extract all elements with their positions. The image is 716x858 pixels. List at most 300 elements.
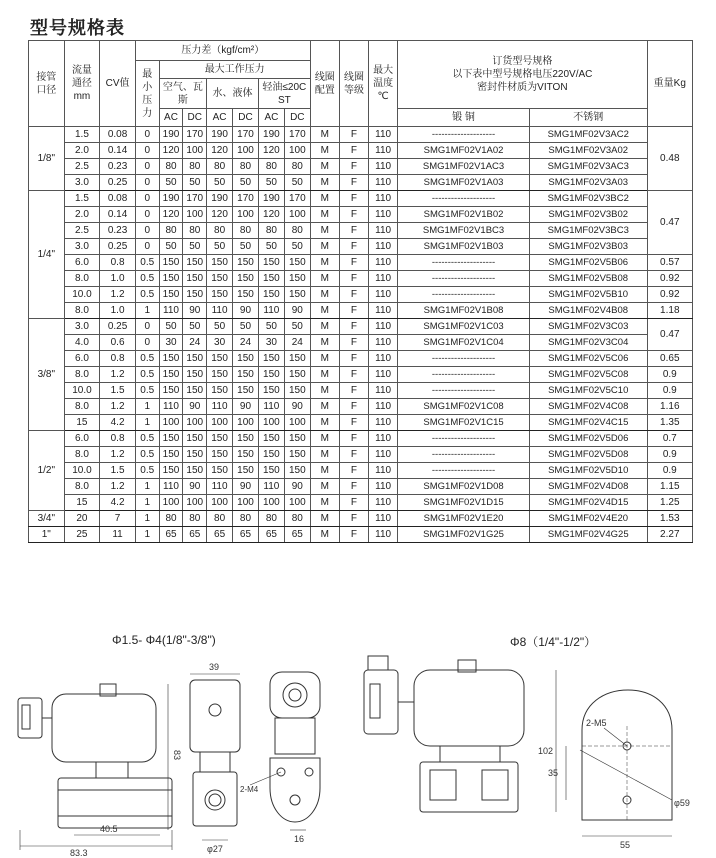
pressure-cell: 100 [233, 207, 259, 223]
header-air-gas: 空气、瓦斯 [159, 79, 207, 109]
orifice-cell: 4.0 [64, 335, 100, 351]
port-size-cell: 1/8" [29, 127, 65, 191]
orifice-cell: 8.0 [64, 479, 100, 495]
header-weight: 重量Kg [647, 41, 692, 127]
coil-class-cell: F [339, 495, 368, 511]
cv-cell: 1.0 [100, 271, 136, 287]
pressure-cell: 150 [233, 463, 259, 479]
pressure-cell: 80 [233, 511, 259, 527]
coil-config-cell: M [310, 255, 339, 271]
pressure-cell: 80 [207, 511, 233, 527]
brass-model-cell: SMG1MF02V1A03 [398, 175, 530, 191]
cv-cell: 0.23 [100, 223, 136, 239]
pressure-cell: 100 [284, 143, 310, 159]
orifice-cell: 8.0 [64, 367, 100, 383]
pressure-cell: 80 [233, 159, 259, 175]
dim-40-5: 40.5 [100, 824, 118, 834]
table-row [29, 527, 693, 543]
orifice-cell: 6.0 [64, 431, 100, 447]
pressure-cell: 80 [233, 223, 259, 239]
header-temp-unit: ℃ [377, 91, 389, 102]
cv-cell: 1.2 [100, 447, 136, 463]
max-temp-cell: 110 [369, 351, 398, 367]
pressure-cell: 150 [233, 431, 259, 447]
stainless-model-cell: SMG1MF02V5D08 [529, 447, 647, 463]
pressure-cell: 80 [159, 223, 183, 239]
pressure-cell: 150 [183, 271, 207, 287]
min-pressure-cell: 0 [135, 239, 159, 255]
pressure-cell: 65 [183, 527, 207, 543]
coil-class-cell: F [339, 223, 368, 239]
brass-model-cell: -------------------- [398, 127, 530, 143]
stainless-model-cell: SMG1MF02V4D08 [529, 479, 647, 495]
cv-cell: 1.5 [100, 463, 136, 479]
table-row [29, 143, 693, 159]
max-temp-cell: 110 [369, 127, 398, 143]
pressure-cell: 50 [207, 239, 233, 255]
header-max-pressure: 最大工作压力 [159, 61, 310, 79]
pressure-cell: 110 [258, 303, 284, 319]
pressure-cell: 50 [284, 319, 310, 335]
stainless-model-cell: SMG1MF02V5D06 [529, 431, 647, 447]
orifice-cell: 8.0 [64, 447, 100, 463]
cv-cell: 0.8 [100, 351, 136, 367]
table-row [29, 495, 693, 511]
cv-cell: 0.08 [100, 191, 136, 207]
dim-27: φ27 [207, 844, 223, 854]
coil-class-cell: F [339, 399, 368, 415]
weight-cell: 0.9 [647, 463, 692, 479]
valve-side-view-small [18, 684, 172, 850]
coil-config-cell: M [310, 335, 339, 351]
header-orifice-unit: mm [73, 91, 91, 102]
weight-cell: 0.47 [647, 191, 692, 255]
brass-model-cell: SMG1MF02V1A02 [398, 143, 530, 159]
coil-class-cell: F [339, 479, 368, 495]
table-row [29, 415, 693, 431]
brass-model-cell: SMG1MF02V1B02 [398, 207, 530, 223]
coil-nut-front [209, 704, 221, 716]
orifice-cell: 3.0 [64, 319, 100, 335]
coil-config-cell: M [310, 495, 339, 511]
coil-config-cell: M [310, 383, 339, 399]
coil-config-cell: M [310, 431, 339, 447]
pressure-cell: 90 [233, 399, 259, 415]
stainless-model-cell: SMG1MF02V3C04 [529, 335, 647, 351]
pressure-cell: 150 [233, 287, 259, 303]
min-pressure-cell: 0.5 [135, 271, 159, 287]
coil-top [270, 672, 320, 718]
pressure-cell: 90 [183, 479, 207, 495]
pressure-cell: 30 [258, 335, 284, 351]
max-temp-cell: 110 [369, 415, 398, 431]
pressure-cell: 80 [207, 159, 233, 175]
brass-model-cell: -------------------- [398, 431, 530, 447]
orifice-cell: 6.0 [64, 255, 100, 271]
weight-cell: 0.92 [647, 287, 692, 303]
orifice-cell: 1.5 [64, 191, 100, 207]
stainless-model-cell: SMG1MF02V5C10 [529, 383, 647, 399]
pressure-cell: 150 [258, 463, 284, 479]
port-left-large [430, 770, 456, 800]
cv-cell: 0.8 [100, 431, 136, 447]
pressure-cell: 120 [258, 143, 284, 159]
pressure-cell: 90 [233, 479, 259, 495]
pressure-cell: 150 [233, 383, 259, 399]
pressure-cell: 100 [183, 495, 207, 511]
pressure-cell: 80 [284, 159, 310, 175]
min-pressure-cell: 1 [135, 303, 159, 319]
pressure-cell: 120 [207, 143, 233, 159]
stainless-model-cell: SMG1MF02V4C15 [529, 415, 647, 431]
pressure-cell: 150 [233, 367, 259, 383]
min-pressure-cell: 1 [135, 495, 159, 511]
cv-cell: 1.5 [100, 383, 136, 399]
max-temp-cell: 110 [369, 239, 398, 255]
brass-model-cell: SMG1MF02V1B08 [398, 303, 530, 319]
brass-model-cell: SMG1MF02V1D15 [398, 495, 530, 511]
pressure-cell: 50 [159, 319, 183, 335]
coil-class-cell: F [339, 383, 368, 399]
pressure-cell: 150 [183, 255, 207, 271]
stem-front [200, 752, 230, 772]
connector-top [368, 656, 388, 670]
brass-model-cell: SMG1MF02V1E20 [398, 511, 530, 527]
pressure-cell: 150 [183, 431, 207, 447]
drawing-label-large: Φ8（1/4"-1/2"） [510, 635, 597, 649]
pressure-cell: 170 [183, 191, 207, 207]
pressure-cell: 170 [233, 191, 259, 207]
coil-config-cell: M [310, 223, 339, 239]
max-temp-cell: 110 [369, 447, 398, 463]
coil-top-ring [283, 683, 307, 707]
port-size-cell: 1/4" [29, 191, 65, 319]
pressure-cell: 150 [159, 447, 183, 463]
dim-m4: 2-M4 [240, 785, 259, 794]
max-temp-cell: 110 [369, 319, 398, 335]
header-orifice-label: 流量通径 [71, 65, 92, 89]
pressure-cell: 50 [258, 175, 284, 191]
leader-m5 [604, 728, 627, 746]
pressure-cell: 150 [183, 351, 207, 367]
pressure-cell: 150 [207, 447, 233, 463]
pressure-cell: 100 [233, 495, 259, 511]
cv-cell: 0.8 [100, 255, 136, 271]
pressure-cell: 80 [207, 223, 233, 239]
valve-bottom-view-small [250, 672, 320, 830]
max-temp-cell: 110 [369, 159, 398, 175]
pressure-cell: 50 [207, 175, 233, 191]
stainless-model-cell: SMG1MF02V4E20 [529, 511, 647, 527]
pressure-cell: 110 [207, 479, 233, 495]
orifice-cell: 1.5 [64, 127, 100, 143]
header-brass: 锻 铜 [398, 109, 530, 127]
pressure-cell: 80 [258, 223, 284, 239]
dim-m5: 2-M5 [586, 718, 607, 728]
pressure-cell: 150 [284, 367, 310, 383]
max-temp-cell: 110 [369, 335, 398, 351]
coil-class-cell: F [339, 287, 368, 303]
weight-cell: 0.7 [647, 431, 692, 447]
coil-config-cell: M [310, 303, 339, 319]
coil-config-cell: M [310, 511, 339, 527]
weight-cell: 1.53 [647, 511, 692, 527]
pressure-cell: 150 [207, 463, 233, 479]
pressure-cell: 100 [159, 415, 183, 431]
cv-cell: 1.2 [100, 479, 136, 495]
coil-class-cell: F [339, 271, 368, 287]
pressure-cell: 50 [159, 239, 183, 255]
pressure-cell: 150 [258, 431, 284, 447]
pressure-cell: 150 [183, 447, 207, 463]
pressure-cell: 120 [207, 207, 233, 223]
cv-cell: 4.2 [100, 415, 136, 431]
connector-label-large [370, 684, 380, 718]
pressure-cell: 150 [159, 463, 183, 479]
brass-model-cell: -------------------- [398, 287, 530, 303]
coil-class-cell: F [339, 463, 368, 479]
pressure-cell: 50 [183, 239, 207, 255]
pressure-cell: 50 [183, 319, 207, 335]
pressure-cell: 65 [258, 527, 284, 543]
coil-config-cell: M [310, 463, 339, 479]
coil-config-cell: M [310, 479, 339, 495]
min-pressure-cell: 0 [135, 223, 159, 239]
pressure-cell: 150 [258, 271, 284, 287]
pressure-cell: 150 [258, 287, 284, 303]
port-size-cell: 3/4" [29, 511, 65, 527]
max-temp-cell: 110 [369, 255, 398, 271]
brass-model-cell: SMG1MF02V1G25 [398, 527, 530, 543]
max-temp-cell: 110 [369, 271, 398, 287]
pressure-cell: 100 [258, 495, 284, 511]
header-orifice [64, 41, 100, 127]
brass-model-cell: -------------------- [398, 271, 530, 287]
coil-config-cell: M [310, 367, 339, 383]
valve-body [58, 778, 172, 828]
orifice-cell: 15 [64, 495, 100, 511]
pressure-cell: 150 [183, 367, 207, 383]
header-light-oil: 轻油≤20CST [258, 79, 310, 109]
header-ac: AC [207, 109, 233, 127]
coil-config-cell: M [310, 415, 339, 431]
pressure-cell: 150 [159, 287, 183, 303]
stainless-model-cell: SMG1MF02V3BC2 [529, 191, 647, 207]
orifice-cell: 25 [64, 527, 100, 543]
cv-cell: 0.23 [100, 159, 136, 175]
spec-table [28, 40, 693, 543]
header-stainless: 不锈钢 [529, 109, 647, 127]
brass-model-cell: SMG1MF02V1C03 [398, 319, 530, 335]
pressure-cell: 80 [183, 159, 207, 175]
pressure-cell: 150 [159, 367, 183, 383]
pressure-cell: 50 [183, 175, 207, 191]
pressure-cell: 80 [284, 223, 310, 239]
pressure-cell: 150 [233, 255, 259, 271]
pressure-cell: 150 [233, 447, 259, 463]
brass-model-cell: -------------------- [398, 367, 530, 383]
stainless-model-cell: SMG1MF02V5B10 [529, 287, 647, 303]
table-row [29, 463, 693, 479]
orifice-cell: 3.0 [64, 175, 100, 191]
coil-class-cell: F [339, 527, 368, 543]
pressure-cell: 50 [207, 319, 233, 335]
dim-35: 35 [548, 768, 559, 778]
max-temp-cell: 110 [369, 223, 398, 239]
pressure-cell: 30 [207, 335, 233, 351]
max-temp-cell: 110 [369, 463, 398, 479]
pressure-cell: 50 [284, 239, 310, 255]
header-max-temp [369, 41, 398, 127]
pressure-cell: 24 [233, 335, 259, 351]
pressure-cell: 190 [258, 127, 284, 143]
valve-side-view-large [364, 656, 559, 812]
min-pressure-cell: 0 [135, 175, 159, 191]
table-row [29, 287, 693, 303]
port-size-cell: 1" [29, 527, 65, 543]
pressure-cell: 150 [159, 255, 183, 271]
max-temp-cell: 110 [369, 399, 398, 415]
max-temp-cell: 110 [369, 479, 398, 495]
pressure-cell: 30 [159, 335, 183, 351]
pressure-cell: 150 [284, 287, 310, 303]
mount-hole-right [305, 768, 313, 776]
brass-model-cell: -------------------- [398, 447, 530, 463]
table-row [29, 271, 693, 287]
pressure-cell: 80 [159, 159, 183, 175]
pressure-cell: 90 [284, 479, 310, 495]
min-pressure-cell: 0 [135, 159, 159, 175]
pressure-cell: 80 [183, 511, 207, 527]
cv-cell: 0.6 [100, 335, 136, 351]
pressure-cell: 150 [284, 351, 310, 367]
pressure-cell: 100 [284, 415, 310, 431]
dim-83: 83 [172, 750, 182, 761]
coil-config-cell: M [310, 143, 339, 159]
pressure-cell: 100 [207, 495, 233, 511]
header-ac: AC [258, 109, 284, 127]
pressure-cell: 80 [258, 159, 284, 175]
header-order-line1: 订货型号规格 [492, 56, 553, 67]
coil-class-cell: F [339, 159, 368, 175]
weight-cell: 1.25 [647, 495, 692, 511]
weight-cell: 0.9 [647, 383, 692, 399]
cv-cell: 1.2 [100, 399, 136, 415]
pressure-cell: 90 [284, 303, 310, 319]
pressure-cell: 150 [207, 287, 233, 303]
pressure-cell: 100 [207, 415, 233, 431]
coil-class-cell: F [339, 207, 368, 223]
max-temp-cell: 110 [369, 511, 398, 527]
port-right-large [482, 770, 508, 800]
pressure-cell: 150 [284, 447, 310, 463]
table-row [29, 399, 693, 415]
min-pressure-cell: 0.5 [135, 463, 159, 479]
pressure-cell: 190 [159, 127, 183, 143]
pressure-cell: 65 [284, 527, 310, 543]
pressure-cell: 170 [233, 127, 259, 143]
header-order-line3: 密封件材质为VITON [477, 82, 568, 93]
weight-cell: 0.48 [647, 127, 692, 191]
leader-d59 [580, 750, 672, 800]
weight-cell: 1.35 [647, 415, 692, 431]
pressure-cell: 150 [159, 431, 183, 447]
pressure-cell: 110 [207, 399, 233, 415]
orifice-cell: 2.0 [64, 143, 100, 159]
pressure-cell: 100 [183, 143, 207, 159]
pressure-cell: 150 [258, 447, 284, 463]
table-row [29, 191, 693, 207]
dim-83-3: 83.3 [70, 848, 88, 858]
pressure-cell: 110 [159, 399, 183, 415]
mount-plate [270, 758, 320, 822]
weight-cell: 2.27 [647, 527, 692, 543]
pressure-cell: 170 [183, 127, 207, 143]
header-port-size: 接管口径 [29, 41, 65, 127]
pressure-cell: 150 [284, 255, 310, 271]
stainless-model-cell: SMG1MF02V5D10 [529, 463, 647, 479]
min-pressure-cell: 1 [135, 479, 159, 495]
stainless-model-cell: SMG1MF02V5B08 [529, 271, 647, 287]
coil-class-cell: F [339, 255, 368, 271]
orifice-cell: 2.0 [64, 207, 100, 223]
orifice-cell: 2.5 [64, 159, 100, 175]
pressure-cell: 170 [284, 127, 310, 143]
coil-class-cell: F [339, 143, 368, 159]
cv-cell: 0.14 [100, 207, 136, 223]
dimension-drawings [0, 650, 716, 858]
pressure-cell: 150 [233, 271, 259, 287]
pressure-cell: 120 [258, 207, 284, 223]
leader-m4 [250, 772, 281, 785]
cv-cell: 1.2 [100, 367, 136, 383]
pressure-cell: 100 [233, 415, 259, 431]
pressure-cell: 80 [183, 223, 207, 239]
max-temp-cell: 110 [369, 367, 398, 383]
weight-cell: 1.18 [647, 303, 692, 319]
pressure-cell: 150 [207, 383, 233, 399]
pressure-cell: 150 [159, 351, 183, 367]
pressure-cell: 110 [159, 479, 183, 495]
stem-large [440, 746, 500, 762]
max-temp-cell: 110 [369, 495, 398, 511]
coil-class-cell: F [339, 415, 368, 431]
pressure-cell: 150 [183, 383, 207, 399]
pressure-cell: 90 [183, 303, 207, 319]
table-row [29, 319, 693, 335]
weight-cell: 1.15 [647, 479, 692, 495]
coil-config-cell: M [310, 127, 339, 143]
pressure-cell: 50 [233, 239, 259, 255]
pressure-cell: 190 [159, 191, 183, 207]
stainless-model-cell: SMG1MF02V4B08 [529, 303, 647, 319]
min-pressure-cell: 0 [135, 335, 159, 351]
table-row [29, 351, 693, 367]
min-pressure-cell: 0 [135, 143, 159, 159]
orifice-cell: 2.5 [64, 223, 100, 239]
coil-housing-large [414, 670, 524, 746]
drawing-label-small: Φ1.5- Φ4(1/8"-3/8") [112, 633, 216, 647]
header-max-temp-label: 最大温度 [373, 65, 394, 89]
min-pressure-cell: 1 [135, 415, 159, 431]
table-row [29, 207, 693, 223]
table-row [29, 479, 693, 495]
stainless-model-cell: SMG1MF02V3AC2 [529, 127, 647, 143]
cv-cell: 0.14 [100, 143, 136, 159]
coil-class-cell: F [339, 303, 368, 319]
page-title: 型号规格表 [30, 18, 125, 38]
pressure-cell: 90 [183, 399, 207, 415]
